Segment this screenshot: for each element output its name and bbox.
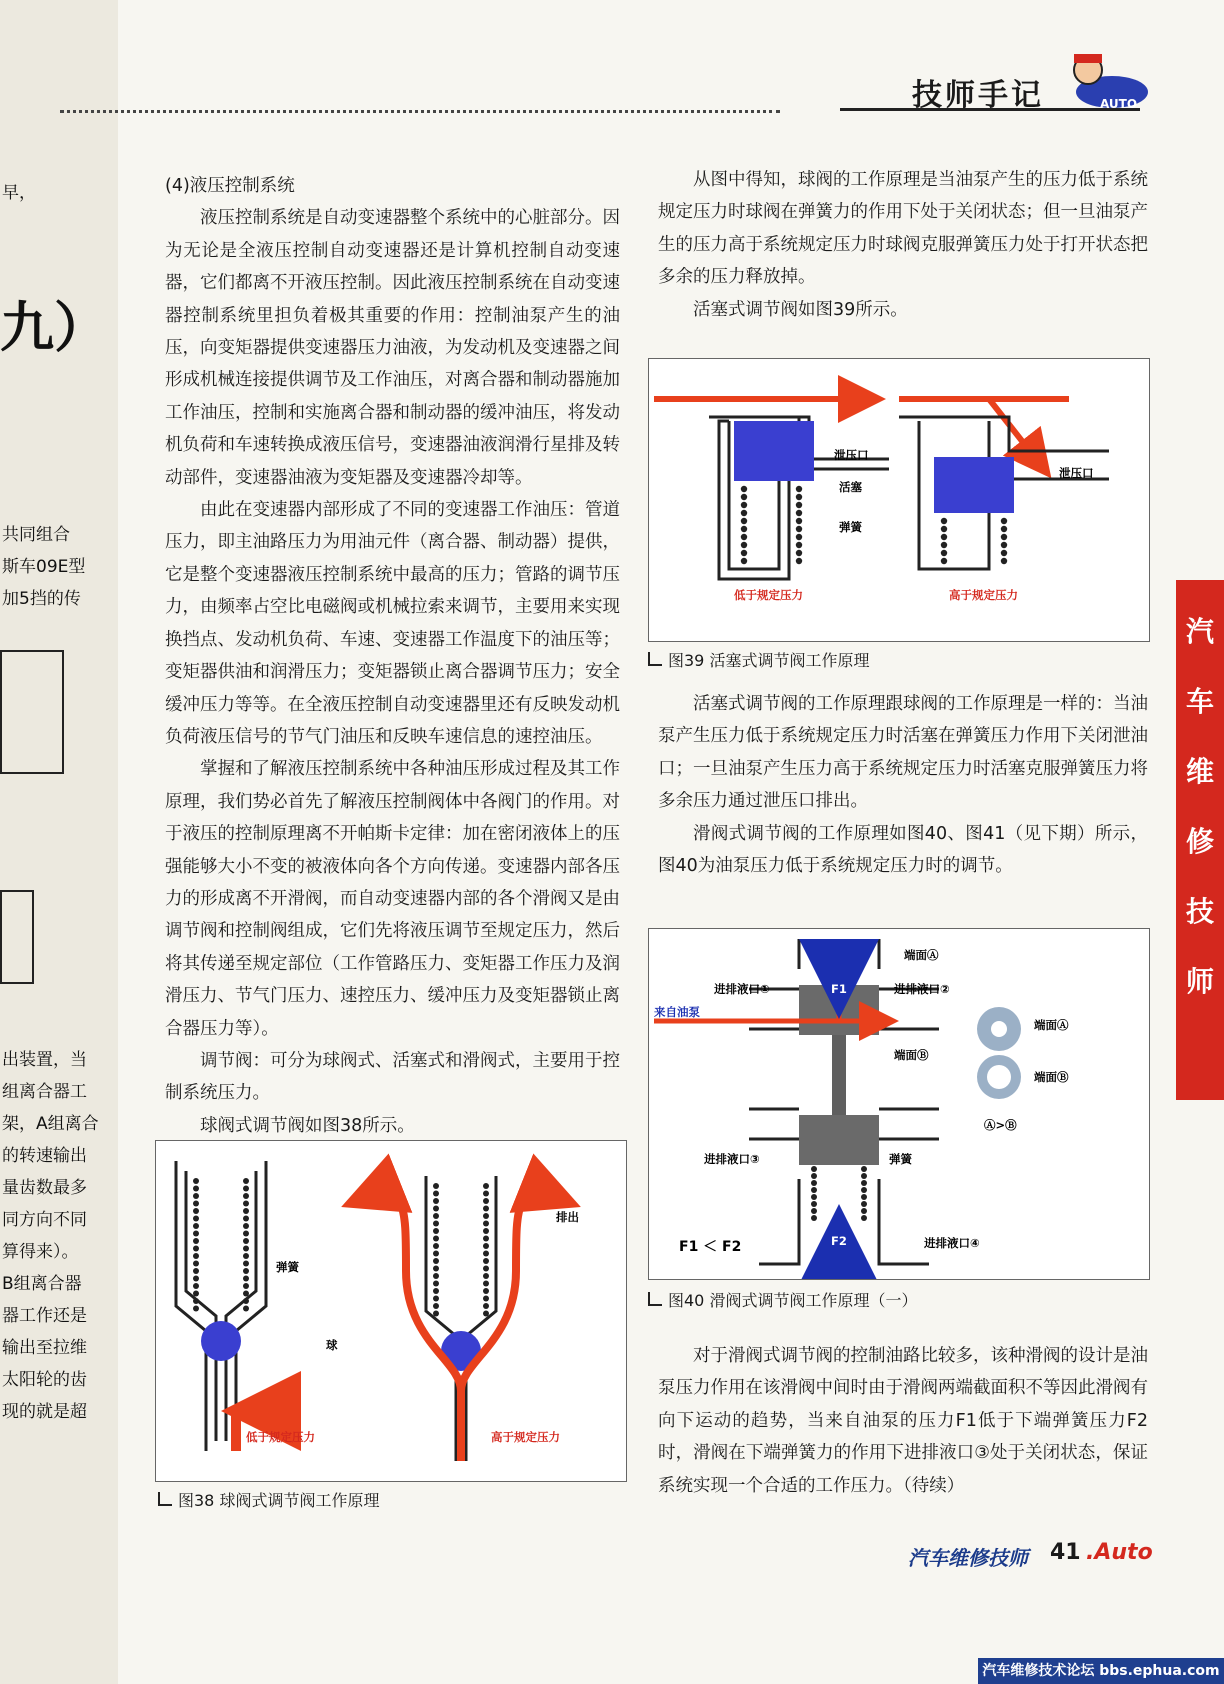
- spring-coil-icon: [433, 1273, 439, 1279]
- left-page-text-fragment: 九）: [0, 296, 108, 359]
- spring-coil-icon: [243, 1238, 249, 1244]
- side-tab-char: 车: [1185, 685, 1214, 718]
- spring-coil-icon: [433, 1183, 439, 1189]
- right-column-bottom: [658, 1340, 1148, 1502]
- fig40-end-b-label: 端面Ⓑ: [894, 1048, 929, 1062]
- spring-coil-icon: [1001, 518, 1007, 524]
- spring-coil-icon: [433, 1243, 439, 1249]
- spring-coil-icon: [811, 1166, 817, 1172]
- fig38-high-label: 高于规定压力: [491, 1430, 560, 1444]
- figure-39-diagram: [649, 359, 1149, 641]
- fig40-end-a-label: 端面Ⓐ: [904, 948, 939, 962]
- spring-coil-icon: [243, 1283, 249, 1289]
- spring-coil-icon: [193, 1201, 199, 1207]
- spring-coil-icon: [483, 1213, 489, 1219]
- fig38-ball-label: 球: [326, 1338, 338, 1352]
- section-title: 技师手记: [912, 78, 1044, 113]
- spring-coil-icon: [433, 1311, 439, 1317]
- side-tab-char: 技: [1185, 895, 1214, 928]
- spring-coil-icon: [193, 1193, 199, 1199]
- spring-coil-icon: [811, 1208, 817, 1214]
- spring-coil-icon: [243, 1261, 249, 1267]
- spring-coil-icon: [243, 1208, 249, 1214]
- spring-coil-icon: [941, 558, 947, 564]
- spring-coil-icon: [433, 1198, 439, 1204]
- left-page-text-fragment: 加5挡的传: [2, 589, 81, 609]
- left-page-text-fragment: 组离合器工: [2, 1082, 87, 1102]
- spring-coil-icon: [483, 1273, 489, 1279]
- page-number: 41: [1050, 1540, 1081, 1565]
- spring-coil-icon: [193, 1216, 199, 1222]
- figure-38: [155, 1140, 627, 1482]
- paragraph: 滑阀式调节阀的工作原理如图40、图41（见下期）所示，图40为油泵压力低于系统规定压力时的调节。: [658, 823, 1148, 877]
- spring-coil-icon: [483, 1251, 489, 1257]
- spring-coil-icon: [433, 1303, 439, 1309]
- fig40-pump-label: 来自油泵: [654, 1005, 700, 1019]
- fig40-port1-label: 进排液口①: [714, 982, 770, 996]
- paragraph: 从图中得知，球阀的工作原理是当油泵产生的压力低于系统规定压力时球阀在弹簧力的作用下处于关闭状态；但一旦油泵产生的压力高于系统规定压力时球阀克服弹簧压力处于打开状态把多余的压力释放掉。: [658, 170, 1148, 288]
- spring-coil-icon: [433, 1288, 439, 1294]
- spring-coil-icon: [861, 1208, 867, 1214]
- spring-coil-icon: [941, 550, 947, 556]
- spring-coil-icon: [483, 1243, 489, 1249]
- spring-coil-icon: [483, 1191, 489, 1197]
- spring-coil-icon: [243, 1201, 249, 1207]
- figure-40-caption: 图40 滑阀式调节阀工作原理（一）: [648, 1288, 917, 1311]
- spring-coil-icon: [861, 1180, 867, 1186]
- spring-coil-icon: [193, 1186, 199, 1192]
- spring-coil-icon: [796, 542, 802, 548]
- spring-coil-icon: [433, 1296, 439, 1302]
- spring-coil-icon: [796, 510, 802, 516]
- spring-coil-icon: [483, 1206, 489, 1212]
- spring-coil-icon: [243, 1193, 249, 1199]
- right-column-middle: [658, 688, 1148, 882]
- fig39-relief2-label: 泄压口: [1059, 466, 1094, 480]
- figure-38-diagram: [156, 1141, 626, 1481]
- spring-coil-icon: [193, 1223, 199, 1229]
- spring-coil-icon: [796, 558, 802, 564]
- left-page-text-fragment: 共同组合: [2, 525, 70, 545]
- spring-coil-icon: [741, 510, 747, 516]
- spring-coil-icon: [483, 1183, 489, 1189]
- fig40-port2-label: 进排液口②: [894, 982, 950, 996]
- side-tab-char: 师: [1185, 965, 1214, 998]
- spring-coil-icon: [193, 1291, 199, 1297]
- fig39-piston-label: 活塞: [839, 480, 862, 494]
- figure-38-caption: 图38 球阀式调节阀工作原理: [158, 1488, 379, 1511]
- spring-coil-icon: [741, 502, 747, 508]
- spring-coil-icon: [433, 1213, 439, 1219]
- spring-coil-icon: [193, 1246, 199, 1252]
- left-page-text-fragment: 现的就是超: [2, 1402, 87, 1422]
- left-page-text-fragment: 架，A组离合: [2, 1114, 99, 1134]
- left-page-figure-box-2: [0, 890, 34, 984]
- side-tab-char: 修: [1185, 825, 1214, 858]
- spring-coil-icon: [741, 558, 747, 564]
- spring-coil-icon: [243, 1246, 249, 1252]
- left-page-text-fragment: B组离合器: [2, 1274, 82, 1294]
- spring-coil-icon: [1001, 550, 1007, 556]
- spring-coil-icon: [811, 1201, 817, 1207]
- mechanic-mascot-icon: [1062, 50, 1152, 112]
- spring-coil-icon: [941, 518, 947, 524]
- fig39-spring-label: 弹簧: [839, 520, 862, 534]
- spring-coil-icon: [796, 550, 802, 556]
- spring-coil-icon: [193, 1238, 199, 1244]
- spring-coil-icon: [811, 1173, 817, 1179]
- spring-coil-icon: [796, 518, 802, 524]
- spring-coil-icon: [741, 486, 747, 492]
- spring-coil-icon: [193, 1253, 199, 1259]
- spring-coil-icon: [193, 1298, 199, 1304]
- spring-coil-icon: [861, 1173, 867, 1179]
- logo-text: AUTO: [1100, 97, 1138, 111]
- spring-coil-icon: [811, 1180, 817, 1186]
- spring-coil-icon: [861, 1215, 867, 1221]
- spring-coil-icon: [483, 1296, 489, 1302]
- spring-coil-icon: [483, 1258, 489, 1264]
- spring-coil-icon: [861, 1187, 867, 1193]
- spring-coil-icon: [243, 1291, 249, 1297]
- paragraph: 球阀式调节阀如图38所示。: [200, 1115, 415, 1136]
- spring-coil-icon: [193, 1178, 199, 1184]
- spring-coil-icon: [243, 1268, 249, 1274]
- fig38-outlet-label: 排出: [556, 1210, 579, 1224]
- fig39-high-label: 高于规定压力: [949, 588, 1018, 602]
- left-page-text-fragment: 量齿数最多: [2, 1178, 87, 1198]
- spring-coil-icon: [1001, 534, 1007, 540]
- spring-coil-icon: [243, 1216, 249, 1222]
- forum-watermark: 汽车维修技术论坛 bbs.ephua.com: [978, 1658, 1224, 1684]
- spring-coil-icon: [811, 1215, 817, 1221]
- spring-coil-icon: [941, 534, 947, 540]
- fig40-port3-label: 进排液口③: [704, 1152, 760, 1166]
- spring-coil-icon: [741, 494, 747, 500]
- spring-coil-icon: [741, 534, 747, 540]
- spring-coil-icon: [433, 1258, 439, 1264]
- spring-coil-icon: [243, 1186, 249, 1192]
- figure-39-caption: 图39 活塞式调节阀工作原理: [648, 648, 869, 671]
- paragraph: 活塞式调节阀的工作原理跟球阀的工作原理是一样的：当油泵产生压力低于系统规定压力时活塞在弹簧压力作用下关闭泄油口；一旦油泵产生压力高于系统规定压力时活塞克服弹簧压力将多余压力通过泄压口排出。: [658, 694, 1148, 812]
- spring-coil-icon: [193, 1283, 199, 1289]
- fig39-relief-label: 泄压口: [834, 448, 869, 462]
- spring-coil-icon: [483, 1303, 489, 1309]
- figure-40-diagram: [649, 929, 1149, 1279]
- spring-coil-icon: [861, 1194, 867, 1200]
- right-column: [658, 164, 1148, 326]
- fig40-f2-label: F2: [831, 1234, 847, 1248]
- spring-coil-icon: [796, 494, 802, 500]
- left-page-text-fragment: 太阳轮的齿: [2, 1370, 87, 1390]
- spring-coil-icon: [433, 1221, 439, 1227]
- paragraph: 调节阀：可分为球阀式、活塞式和滑阀式，主要用于控制系统压力。: [165, 1050, 620, 1104]
- spring-coil-icon: [433, 1281, 439, 1287]
- spring-coil-icon: [811, 1187, 817, 1193]
- left-page-text-fragment: 早，: [2, 183, 36, 203]
- fig40-circle-b-label: 端面Ⓑ: [1034, 1070, 1069, 1084]
- paragraph: 活塞式调节阀如图39所示。: [693, 299, 908, 320]
- spring-coil-icon: [243, 1276, 249, 1282]
- spring-coil-icon: [483, 1281, 489, 1287]
- spring-coil-icon: [483, 1221, 489, 1227]
- figure-39: [648, 358, 1150, 642]
- section-heading: (4)液压控制系统: [165, 176, 295, 196]
- left-column: [165, 170, 620, 1142]
- fig40-formula: F1 ＜ F2: [679, 1239, 742, 1255]
- left-page-figure-box: [0, 650, 64, 774]
- spring-coil-icon: [193, 1268, 199, 1274]
- left-page-text-fragment: 输出至拉维: [2, 1338, 87, 1358]
- spring-coil-icon: [433, 1191, 439, 1197]
- spring-coil-icon: [861, 1166, 867, 1172]
- spring-coil-icon: [811, 1194, 817, 1200]
- spring-coil-icon: [483, 1311, 489, 1317]
- spring-coil-icon: [483, 1236, 489, 1242]
- spring-coil-icon: [433, 1206, 439, 1212]
- spring-coil-icon: [193, 1231, 199, 1237]
- spring-coil-icon: [193, 1306, 199, 1312]
- fig40-port4-label: 进排液口④: [924, 1236, 980, 1250]
- spring-coil-icon: [941, 526, 947, 532]
- spring-coil-icon: [243, 1223, 249, 1229]
- spring-coil-icon: [243, 1298, 249, 1304]
- spring-coil-icon: [1001, 542, 1007, 548]
- side-tab-char: 维: [1185, 755, 1214, 788]
- spring-coil-icon: [741, 550, 747, 556]
- paragraph: 由此在变速器内部形成了不同的变速器工作油压：管道压力，即主油路压力为用油元件（离合器、制动器）提供，它是整个变速器液压控制系统中最高的压力；管路的调节压力，由频率占空比电磁阀或机械拉索来调节，主要用来实现换挡点、发动机负荷、车速、变速器工作温度下的油压等；变矩器供油和润滑压力；变矩器锁止离合器调节压力；安全缓冲压力等等。在全液压控制自动变速器里还有反映发动机负荷液压信号的节气门油压和反映车速信息的速控油压。: [165, 500, 620, 747]
- left-page-text-fragment: 算得来）。: [2, 1242, 79, 1262]
- left-page-text-fragment: 出装置，当: [2, 1050, 87, 1070]
- spring-coil-icon: [483, 1198, 489, 1204]
- spring-coil-icon: [1001, 526, 1007, 532]
- spring-coil-icon: [741, 518, 747, 524]
- spring-coil-icon: [483, 1266, 489, 1272]
- spring-coil-icon: [796, 486, 802, 492]
- left-page-text-fragment: 同方向不同: [2, 1210, 87, 1230]
- paragraph: 液压控制系统是自动变速器整个系统中的心脏部分。因为无论是全液压控制自动变速器还是计算机控制自动变速器，它们都离不开液压控制。因此液压控制系统在自动变速器控制系统里担负着极其重要的作用：控制油泵产生的油压，向变矩器提供变速器压力油液，为发动机及变速器之间形成机械连接提供调节及工作油压，对离合器和制动器施加工作油压，控制和实施离合器和制动器的缓冲油压，将发动机负荷和车速转换成液压信号，变速器油液润滑行星排及转动部件，变速器油液为变矩器及变速器冷却等。: [165, 208, 620, 488]
- fig40-ab-label: Ⓐ>Ⓑ: [984, 1118, 1017, 1132]
- spring-coil-icon: [193, 1208, 199, 1214]
- fig40-circle-a-label: 端面Ⓐ: [1034, 1018, 1069, 1032]
- spring-coil-icon: [483, 1228, 489, 1234]
- left-page-text-fragment: 器工作还是: [2, 1306, 87, 1326]
- spring-coil-icon: [796, 526, 802, 532]
- paragraph: 掌握和了解液压控制系统中各种油压形成过程及其工作原理，我们势必首先了解液压控制阀体中各阀门的作用。对于液压的控制原理离不开帕斯卡定律：加在密闭液体上的压强能够大小不变的被液体向各个方向传递。变速器内部各压力的形成离不开滑阀，而自动变速器内部的各个滑阀又是由调节阀和控制阀组成，它们先将液压调节至规定压力，然后将其传递至规定部位（工作管路压力、变矩器工作压力及润滑压力、节气门压力、速控压力、缓冲压力及变矩器锁止离合器压力等）。: [165, 759, 620, 1039]
- spring-coil-icon: [741, 542, 747, 548]
- fig40-spring-label: 弹簧: [889, 1152, 912, 1166]
- side-tab-char: 汽: [1185, 615, 1214, 648]
- fig40-f1-label: F1: [831, 982, 847, 996]
- section-side-tab: [1176, 580, 1224, 1100]
- footer-magazine-title: 汽车维修技师: [908, 1546, 1028, 1570]
- spring-coil-icon: [861, 1201, 867, 1207]
- spring-coil-icon: [941, 542, 947, 548]
- spring-coil-icon: [243, 1253, 249, 1259]
- spring-coil-icon: [433, 1236, 439, 1242]
- fig38-spring-label: 弹簧: [276, 1260, 299, 1274]
- spring-coil-icon: [243, 1231, 249, 1237]
- spring-coil-icon: [433, 1266, 439, 1272]
- left-page-text-fragment: 的转速输出: [2, 1146, 87, 1166]
- left-page-edge: [0, 0, 121, 1684]
- spring-coil-icon: [1001, 558, 1007, 564]
- spring-coil-icon: [243, 1306, 249, 1312]
- spring-coil-icon: [796, 534, 802, 540]
- fig38-low-label: 低于规定压力: [246, 1430, 315, 1444]
- paragraph: 对于滑阀式调节阀的控制油路比较多，该种滑阀的设计是油泵压力作用在该滑阀中间时由于滑阀两端截面积不等因此滑阀有向下运动的趋势，当来自油泵的压力F1低于下端弹簧压力F2时，滑阀在下端弹簧力的作用下进排液口③处于关闭状态，保证系统实现一个合适的工作压力。（待续）: [658, 1346, 1148, 1496]
- spring-coil-icon: [796, 502, 802, 508]
- spring-coil-icon: [193, 1276, 199, 1282]
- spring-coil-icon: [741, 526, 747, 532]
- header-dotted-rule: [60, 110, 780, 113]
- spring-coil-icon: [483, 1288, 489, 1294]
- left-page-text-fragment: 斯车09E型: [2, 557, 86, 577]
- spring-coil-icon: [433, 1251, 439, 1257]
- spring-coil-icon: [193, 1261, 199, 1267]
- fig39-low-label: 低于规定压力: [734, 588, 803, 602]
- spring-coil-icon: [243, 1178, 249, 1184]
- figure-40: [648, 928, 1150, 1280]
- spring-coil-icon: [433, 1228, 439, 1234]
- footer-brand: .Auto: [1086, 1540, 1153, 1565]
